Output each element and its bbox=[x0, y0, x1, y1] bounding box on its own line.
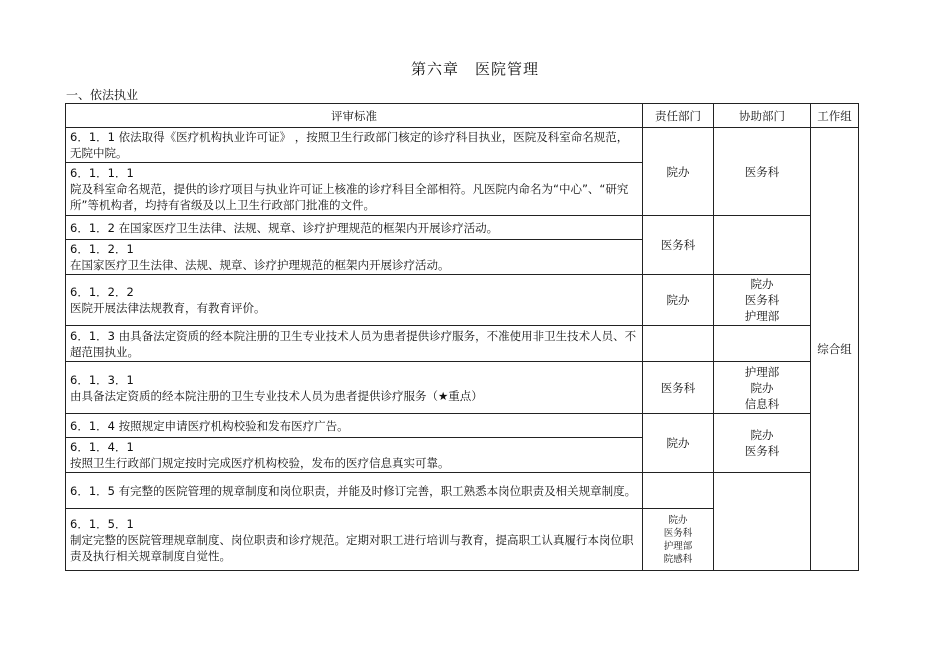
standard-text: 在国家医疗卫生法律、法规、规章、诊疗护理规范的框架内开展诊疗活动。 bbox=[70, 258, 450, 272]
assist-dept-cell bbox=[714, 275, 811, 326]
standard-text: 由具备法定资质的经本院注册的卫生专业技术人员为患者提供诊疗服务（★重点） bbox=[70, 388, 483, 403]
dept-name: 医务科 bbox=[663, 527, 693, 539]
responsible-dept-cell: 院办 bbox=[643, 128, 714, 216]
table-row bbox=[66, 362, 859, 414]
standard-cell bbox=[66, 216, 643, 240]
assist-dept-cell: 医务科 bbox=[714, 128, 811, 216]
assist-dept-cell bbox=[714, 216, 811, 275]
standard-code: 6．1．2．2 bbox=[70, 285, 134, 299]
standard-text: 在国家医疗卫生法律、法规、规章、诊疗护理规范的框架内开展诊疗活动。 bbox=[118, 220, 499, 235]
dept-name: 医务科 bbox=[744, 293, 780, 307]
dept-name: 护理部 bbox=[744, 364, 780, 379]
section-heading: 一、依法执业 bbox=[66, 88, 139, 102]
standard-cell bbox=[66, 326, 643, 362]
standard-cell bbox=[66, 414, 643, 438]
page-title: 第六章 医院管理 bbox=[410, 60, 539, 78]
responsible-dept-cell bbox=[643, 326, 714, 362]
responsible-dept-cell: 医务科 bbox=[643, 216, 714, 275]
dept-name: 院办 bbox=[750, 277, 774, 291]
standard-text: 制定完整的医院管理规章制度、岗位职责和诊疗规范。定期对职工进行培训与教育，提高职工认真履行本岗位职责及执行相关规章制度自觉性。 bbox=[70, 532, 634, 563]
responsible-dept-cell: 医务科 bbox=[643, 362, 714, 414]
standard-cell bbox=[66, 240, 643, 275]
standard-cell bbox=[66, 163, 643, 216]
assist-dept-cell bbox=[714, 414, 811, 473]
header-standard: 评审标准 bbox=[66, 104, 643, 128]
standard-cell bbox=[66, 275, 643, 326]
assist-dept-cell bbox=[714, 326, 811, 362]
assist-dept-cell bbox=[714, 362, 811, 414]
standard-code: 6．1．1 bbox=[70, 130, 115, 144]
standard-cell bbox=[66, 509, 643, 571]
dept-name: 院办 bbox=[668, 514, 688, 526]
standard-text: 按照规定申请医疗机构校验和发布医疗广告。 bbox=[118, 418, 349, 433]
standard-code: 6．1．1．1 bbox=[70, 166, 134, 180]
dept-name: 院感科 bbox=[663, 553, 693, 565]
table-row bbox=[66, 128, 859, 163]
table-row bbox=[66, 473, 859, 509]
standard-text: 医院开展法律法规教育，有教育评价。 bbox=[70, 301, 266, 315]
standard-code: 6．1．2 bbox=[70, 220, 115, 235]
header-workgroup: 工作组 bbox=[811, 104, 859, 128]
standard-cell bbox=[66, 128, 643, 163]
responsible-dept-cell bbox=[643, 509, 714, 571]
dept-name: 护理部 bbox=[663, 540, 693, 552]
standard-code: 6．1．4．1 bbox=[70, 440, 134, 454]
standard-code: 6．1．3．1 bbox=[70, 372, 134, 387]
dept-name: 信息科 bbox=[744, 396, 780, 411]
workgroup-cell: 综合组 bbox=[811, 128, 859, 571]
standard-code: 6．1．5 bbox=[70, 483, 115, 498]
table-row bbox=[66, 275, 859, 326]
standard-cell bbox=[66, 438, 643, 473]
standard-text: 按照卫生行政部门规定按时完成医疗机构校验，发布的医疗信息真实可靠。 bbox=[70, 456, 450, 470]
dept-name: 院办 bbox=[750, 380, 774, 395]
table-row bbox=[66, 414, 859, 438]
standard-code: 6．1．3 bbox=[70, 328, 115, 343]
dept-name: 护理部 bbox=[744, 309, 780, 323]
standard-text: 有完整的医院管理的规章制度和岗位职责，并能及时修订完善，职工熟悉本岗位职责及相关规章制度。 bbox=[118, 483, 637, 498]
responsible-dept-cell bbox=[643, 473, 714, 509]
header-assist-dept: 协助部门 bbox=[714, 104, 811, 128]
standard-code: 6．1．2．1 bbox=[70, 242, 134, 256]
table-row bbox=[66, 216, 859, 240]
standard-code: 6．1．4 bbox=[70, 418, 115, 433]
dept-name: 院办 bbox=[750, 428, 774, 442]
review-standards-table bbox=[65, 103, 859, 571]
standard-text: 依法取得《医疗机构执业许可证》 ，按照卫生行政部门核定的诊疗科目执业，医院及科室命名规范，无院中院。 bbox=[70, 130, 629, 160]
responsible-dept-cell: 院办 bbox=[643, 275, 714, 326]
dept-name: 医务科 bbox=[744, 444, 780, 458]
standard-text: 院及科室命名规范，提供的诊疗项目与执业许可证上核准的诊疗科目全部相符。凡医院内命名为“中心”、“研究所”等机构者，均持有省级及以上卫生行政部门批准的文件。 bbox=[70, 182, 629, 212]
table-header-row bbox=[66, 104, 859, 128]
table-row bbox=[66, 326, 859, 362]
standard-cell bbox=[66, 473, 643, 509]
standard-text: 由具备法定资质的经本院注册的卫生专业技术人员为患者提供诊疗服务，不准使用非卫生技术人员、不超范围执业。 bbox=[70, 328, 637, 359]
header-responsible-dept: 责任部门 bbox=[643, 104, 714, 128]
responsible-dept-cell: 院办 bbox=[643, 414, 714, 473]
standard-cell bbox=[66, 362, 643, 414]
standard-code: 6．1．5．1 bbox=[70, 516, 134, 531]
assist-dept-cell bbox=[714, 473, 811, 571]
